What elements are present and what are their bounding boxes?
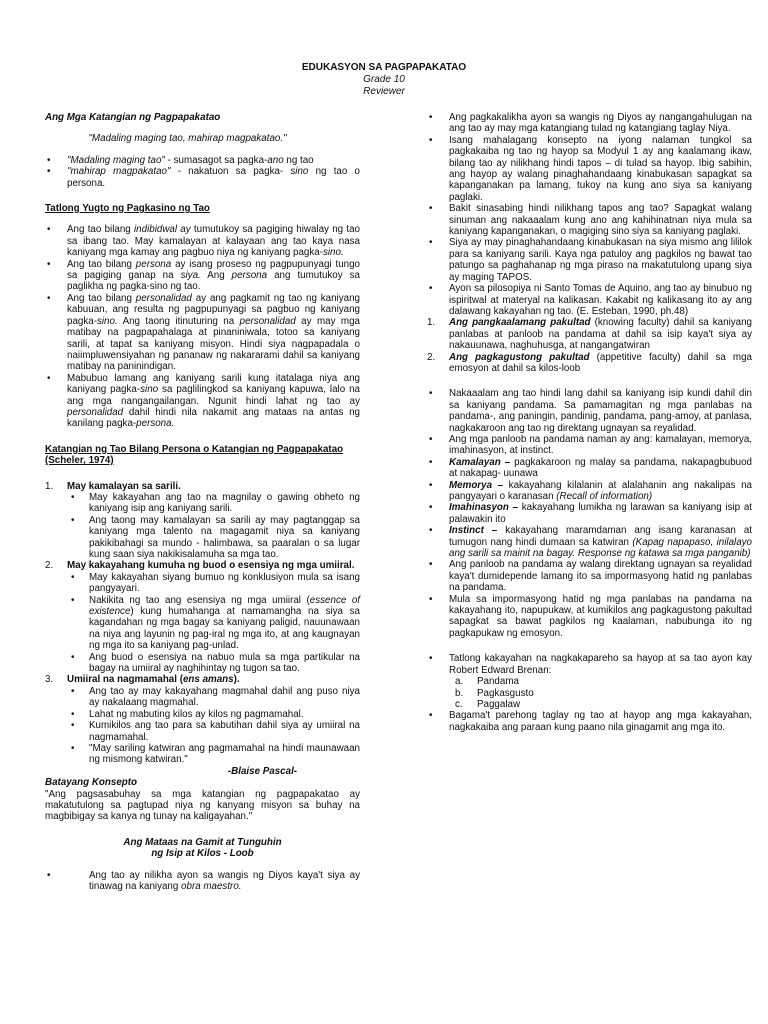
list-item: • Kamalayan – pagkakaroon ng malay sa pandama, nakapagbubuod at nakapag- uunawa <box>427 457 752 480</box>
list-item: • Memorya – kakayahang kilalanin at alalahanin ang nakalipas na pangyayari o karanasan (Recall of information) <box>427 480 752 503</box>
numbered-list <box>45 481 360 766</box>
document-header <box>0 62 768 98</box>
list-item: • Nakikita ng tao ang esensiya ng mga umiiral (essence of existence) kung humahanga at namamangha na siya sa kagandahan ng mga bagay sa kaniyang paligid, nauunawaan na niya ang layunin ng pag-iral ng mga ito, at ang kaugnayan ng mga ito sa kaniyang pag-unlad. <box>67 595 360 652</box>
list-item: • Ang tao bilang indibidwal ay tumutukoy sa pagiging hiwalay ng tao sa ibang tao. May kamalayan at kalayaan ang tao kaya nasa kaniyang mga kamay ang pagbuo niya ng kaniyang pagka-sino. <box>45 224 360 258</box>
list-item: 2. May kakayahang kumuha ng buod o esensiya ng mga umiiral. • May kakayahan siyang bumuo ng konklusiyon mula sa isang pangyayari. • Nakikita ng tao ang esensiya ng mga umiiral (essence of existence) kung humahanga at namamangha na siya sa kagandahan ng mga bagay sa kaniyang paligid, nauunawaan na niya ang layunin ng pag-iral ng mga ito, at ang kaugnayan ng mga ito sa kaniyang pag-unlad. • Ang buod o esensiya na nabuo mula sa mga partikular na bagay na umiiral ay naghihintay ng tugon sa tao. <box>45 560 360 674</box>
quote-attribution: -Blaise Pascal- <box>227 765 298 777</box>
bullet-list <box>427 710 752 733</box>
list-item: 3. Umiiral na nagmamahal (ens amans). • Ang tao ay may kakayahang magmahal dahil ang puso niya ay nakalaang magmahal. • Lahat ng mabuting kilos ay kilos ng pagmamahal. • Kumikilos ang tao para sa kabutihan dahil siya ay umiiral na nagmamahal. • "May sariling katwiran ang pagmamahal na hindi maunawaan ng mismong katwiran." <box>45 674 360 765</box>
document-type: Reviewer <box>363 86 405 97</box>
bullet-list <box>45 870 360 893</box>
list-item: • Kumikilos ang tao para sa kabutihan dahil siya ay umiiral na nagmamahal. <box>67 720 360 743</box>
list-item: • Tatlong kakayahan na nagkakapareho sa hayop at sa tao ayon kay Robert Edward Brenan: <box>427 653 752 676</box>
list-item: c. Paggalaw <box>455 698 521 710</box>
document-grade: Grade 10 <box>363 74 405 85</box>
list-item: • Instinct – kakayahang maramdaman ang isang karanasan at tumugon nang hindi dumaan sa katwiran (Kapag napapaso, inilalayo ang sarili sa mainit na bagay. Response ng katawa sa mga panganib) <box>427 525 752 559</box>
list-item: a. Pandama <box>455 676 519 688</box>
list-item: • Ang panloob na pandama ay walang direktang ugnayan sa reyalidad kaya't dumidepende lamang ito sa impormasyong hatid ng panlabas na pandama. <box>427 559 752 593</box>
list-item: • Ang pagkakalikha ayon sa wangis ng Diyos ay nangangahulugan na ang tao ay may mga katangiang tulad ng katangiang taglay Niya. <box>427 112 752 135</box>
list-item: 1. Ang pangkaalamang pakultad (knowing faculty) dahil sa kaniyang panlabas at panloob na pandama at dahil sa isip kaya't siya ay nakauunawa, naghuhusga, at nangangatwiran <box>427 317 752 352</box>
list-item: • Bagama't parehong taglay ng tao at hayop ang mga kakayahan, nagkakaiba ang paraan kung paano nila ginagamit ang mga ito. <box>427 710 752 733</box>
list-item: • Mula sa impormasyong hatid ng mga panlabas na pandama na kakayahang ito, napupukaw, at kumikilos ang pagkagustong pakultad sapagkat sa bawat pagkilos ng kaalaman, nabubunga ito ng pagkapukaw ng emosyon. <box>427 594 752 640</box>
list-item: • Isang mahalagang konsepto na iyong nalaman tungkol sa pagkakaiba ng tao ng hayop sa Modyul 1 ay ang kaalamang ikaw, bilang tao ay nilikhang hindi tapos – di tulad sa hayop. Ibig sabihin, ang hayop ay walang pinaghahandaang kinabukasan sapagkat sa kapanganakan pa lamang, tukoy na kung ano siya sa kaniyang paglaki. <box>427 135 752 203</box>
bullet-list <box>427 653 752 676</box>
bullet-list <box>427 388 752 639</box>
bullet-list <box>427 112 752 317</box>
list-item: • Bakit sinasabing hindi nilikhang tapos ang tao? Sapagkat walang sinuman ang nakaaalam kung ano ang kahihinatnan niya mula sa kaniyang kapanganakan, o magiging sino siya sa kaniyang paglaki. <box>427 203 752 237</box>
numbered-list <box>427 317 752 374</box>
section-title: Ang Mga Katangian ng Pagpapakatao <box>45 112 221 123</box>
section-title: ng Isip at Kilos - Loob <box>151 848 254 860</box>
list-item: • Ang tao ay may kakayahang magmahal dahil ang puso niya ay nakalaang magmahal. <box>67 686 360 709</box>
list-item: • May kakayahan ang tao na magnilay o gawing obheto ng kaniyang isip ang kaniyang sarili. <box>67 492 360 515</box>
section-title: Batayang Konsepto <box>45 777 137 789</box>
section-title: Katangian ng Tao Bilang Persona o Katangian ng Pagpapakatao (Scheler, 1974) <box>45 443 344 467</box>
list-item: 2. Ang pagkagustong pakultad (appetitive faculty) dahil sa mga emosyon at dahil sa kilos-loob <box>427 351 752 374</box>
list-item: • Siya ay may pinaghahandaang kinabukasan na siya mismo ang lililok para sa kaniyang sarili. Kaya nga patuloy ang pagkilos ng bawat tao patungo sa paghahanap ng mga piraso na makatutulong upang siya ay maging TAPOS. <box>427 237 752 283</box>
left-column <box>45 112 360 892</box>
document-title: EDUKASYON SA PAGPAPAKATAO <box>301 62 467 73</box>
list-item: • Ang tao bilang personalidad ay ang pagkamit ng tao ng kaniyang kabuuan, ang resulta ng pagpupunyagi sa pagbuo ng kaniyang pagka-sino. Ang taong itinuturing na personalidad ay may mga matibay na pagpapahalaga at pinaniniwala, totoo sa kaniyang sarili, at tapat sa kaniyang misyon. Hindi siya nagpapadala o naiimpluwensiyahan ng pananaw ng nakararami dahil sa kaniyang matibay na paninindigan. <box>45 293 360 373</box>
right-column <box>427 112 752 733</box>
list-item: • Nakaaalam ang tao hindi lang dahil sa kaniyang isip kundi dahil din sa kaniyang pandama. Sa pamamagitan ng mga panlabas na pandama-, ang paningin, pandinig, pandama, pang-amoy, at panlasa, nagkakaroon ang tao ng direktang ugnayan sa reyalidad. <box>427 388 752 434</box>
list-item: • Ang tao ay nilikha ayon sa wangis ng Diyos kaya't siya ay tinawag na kaniyang obra maestro. <box>45 870 360 893</box>
section-title: Tatlong Yugto ng Pagkasino ng Tao <box>45 203 210 215</box>
list-item: • Mabubuo lamang ang kaniyang sarili kung itatalaga niya ang kaniyang pagka-sino sa paglilingkod sa kaniyang kapuwa, lalo na ang mga nangangailangan. Ngunit hindi lahat ng tao ay personalidad dahil hindi nila nakamit ang mataas na antas ng kanilang pagka-persona. <box>45 373 360 430</box>
quote: "Madaling maging tao, mahirap magpakatao." <box>88 133 287 145</box>
list-item: • Lahat ng mabuting kilos ay kilos ng pagmamahal. <box>67 709 360 720</box>
list-item: • Ayon sa pilosopiya ni Santo Tomas de Aquino, ang tao ay binubuo ng ispiritwal at materyal na kalikasan. Kakabit ng kalikasang ito ay ang dalawang kakayahan ng tao. (E. Esteban, 1990, ph.48) <box>427 283 752 317</box>
list-item: • "Madaling maging tao" - sumasagot sa pagka-ano ng tao <box>45 155 360 166</box>
list-item: • "May sariling katwiran ang pagmamahal na hindi maunawaan ng mismong katwiran." <box>67 743 360 766</box>
list-item: 1. May kamalayan sa sarili. • May kakayahan ang tao na magnilay o gawing obheto ng kaniyang isip ang kaniyang sarili. • Ang taong may kamalayan sa sarili ay may pagtanggap sa kaniyang mga talento na magagamit niya sa kaniyang pakikibahagi sa mundo - halimbawa, sa paaralan o sa lugar kung saan siya nakikisalamuha sa mga tao. <box>45 481 360 561</box>
list-item: • May kakayahan siyang bumuo ng konklusiyon mula sa isang pangyayari. <box>67 572 360 595</box>
list-item: • Ang mga panloob na pandama naman ay ang: kamalayan, memorya, imahinasyon, at instinct. <box>427 434 752 457</box>
list-item: • Ang tao bilang persona ay isang proseso ng pagpupunyagi tungo sa pagiging ganap na siya. Ang persona ang tumutukoy sa paglikha ng pagka-sino ng tao. <box>45 259 360 293</box>
list-item: • "mahirap magpakatao" - nakatuon sa pagka- sino ng tao o persona. <box>45 166 360 189</box>
bullet-list <box>45 155 360 189</box>
section-title: Ang Mataas na Gamit at Tunguhin <box>123 836 282 848</box>
list-item: • Ang buod o esensiya na nabuo mula sa mga partikular na bagay na umiiral ay naghihintay ng tugon sa tao. <box>67 652 360 675</box>
list-item: • Imahinasyon – kakayahang lumikha ng larawan sa kaniyang isip at palawakin ito <box>427 502 752 525</box>
lettered-list <box>427 676 752 710</box>
bullet-list <box>45 224 360 429</box>
list-item: b. Pagkasgusto <box>455 687 534 699</box>
list-item: • Ang taong may kamalayan sa sarili ay may pagtanggap sa kaniyang mga talento na magagamit niya sa kaniyang pakikibahagi sa mundo - halimbawa, sa paaralan o sa lugar kung saan siya nakikisalamuha sa mga tao. <box>67 515 360 561</box>
paragraph: "Ang pagsasabuhay sa mga katangian ng pagpapakatao ay makatutulong sa pagtupad niya ng kanyang misyon sa buhay na magbibigay sa kanya ng tunay na kaligayahan." <box>45 788 360 823</box>
